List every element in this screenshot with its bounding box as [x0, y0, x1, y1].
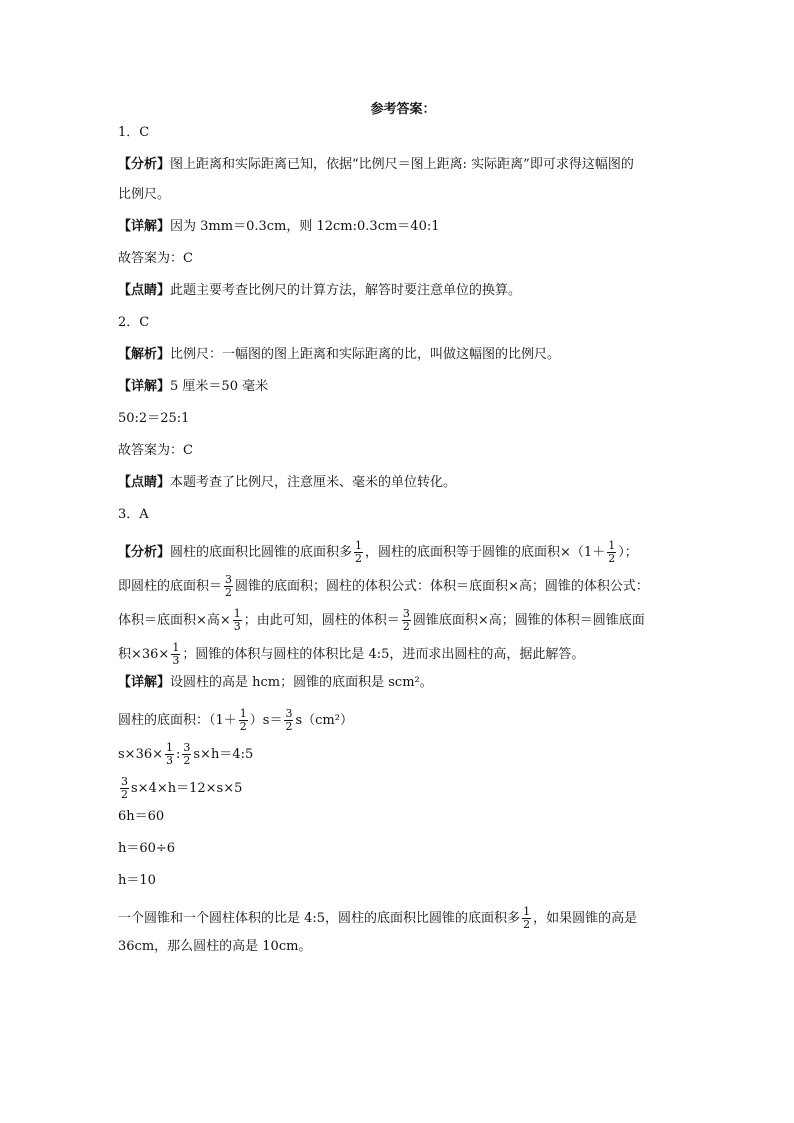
fraction-one-third	[171, 642, 180, 667]
q3-analysis-text: 圆柱的底面积比圆锥的底面积多	[170, 545, 353, 560]
q2-comment-text: 本题考查了比例尺，注意厘米、毫米的单位转化。	[170, 475, 457, 490]
q1-answer: 故答案为：C	[118, 251, 193, 266]
q2-detail-text: 5 厘米＝50 毫米	[170, 379, 269, 394]
fraction-denominator: 2	[121, 788, 128, 801]
q1-analysis-tag: 【分析】	[118, 157, 171, 172]
fraction-denominator: 3	[166, 754, 173, 767]
fraction-numerator: 3	[402, 607, 410, 620]
q3-eq2	[118, 740, 688, 770]
conclusion-text: ，如果圆锥的高是	[533, 911, 638, 926]
q2-analysis-tag: 【解析】	[118, 347, 171, 362]
fraction-numerator: 1	[608, 539, 616, 552]
fraction-one-half	[607, 540, 616, 565]
fraction-numerator: 3	[285, 707, 293, 720]
q1-comment	[118, 282, 688, 300]
q2-analysis-text: 比例尺：一幅图的图上距离和实际距离的比，叫做这幅图的比例尺。	[170, 347, 561, 362]
fraction-numerator: 1	[233, 607, 241, 620]
fraction-numerator: 1	[166, 741, 173, 754]
fraction-three-halves	[284, 708, 293, 733]
fraction-denominator: 2	[355, 552, 363, 565]
q1-detail-text: 因为 3mm＝0.3cm，则 12cm:0.3cm＝40:1	[170, 219, 440, 234]
q1-comment-tag: 【点睛】	[118, 283, 171, 298]
fraction-denominator: 2	[608, 552, 616, 565]
q3-conclusion-line2: 36cm，那么圆柱的高是 10cm。	[118, 939, 312, 954]
fraction-denominator: 2	[402, 620, 410, 633]
q3-analysis-text: 圆锥底面积×高；圆锥的体积＝圆锥底面	[412, 613, 645, 628]
q2-detail-tag: 【详解】	[118, 379, 171, 394]
q1-detail	[118, 218, 688, 236]
fraction-one-third	[233, 608, 242, 633]
q3-eq3	[118, 774, 688, 804]
conclusion-text: 一个圆锥和一个圆柱体积的比是 4:5，圆柱的底面积比圆锥的底面积多	[118, 911, 521, 926]
fraction-denominator: 2	[183, 754, 191, 767]
q2-detail	[118, 378, 688, 396]
q3-analysis-line4	[118, 640, 688, 670]
fraction-three-halves	[402, 608, 411, 633]
fraction-denominator: 3	[233, 620, 241, 633]
equation-text: 圆柱的底面积：（1＋	[118, 713, 237, 728]
q2-comment-tag: 【点睛】	[118, 475, 171, 490]
fraction-denominator: 3	[172, 654, 180, 667]
q3-analysis-tag: 【分析】	[118, 545, 171, 560]
equation-text: :	[176, 747, 181, 762]
q3-head: 3．A	[118, 507, 149, 522]
q3-eq4: 6h＝60	[118, 809, 165, 824]
q1-detail-tag: 【详解】	[118, 219, 171, 234]
fraction-one-half	[239, 708, 248, 733]
q2-calc: 50:2＝25:1	[118, 411, 190, 426]
q3-eq5: h＝60÷6	[118, 841, 176, 856]
fraction-one-half	[522, 906, 531, 931]
q3-analysis-text: ；圆锥的体积与圆柱的体积比是 4:5，进而求出圆柱的高，据此解答。	[182, 647, 585, 662]
fraction-numerator: 1	[355, 539, 363, 552]
equation-text: s×4×h＝12×s×5	[131, 781, 243, 796]
fraction-numerator: 3	[121, 775, 128, 788]
fraction-denominator: 2	[239, 720, 247, 733]
fraction-denominator: 2	[523, 918, 531, 931]
fraction-one-third	[165, 742, 174, 767]
fraction-denominator: 2	[225, 586, 233, 599]
fraction-numerator: 1	[172, 641, 180, 654]
q3-analysis-line2	[118, 572, 688, 602]
fraction-three-halves	[120, 776, 129, 801]
fraction-numerator: 1	[239, 707, 247, 720]
equation-text: s（cm²）	[295, 713, 353, 728]
q3-analysis-text: 即圆柱的底面积＝	[118, 579, 223, 594]
q3-eq6: h＝10	[118, 873, 156, 888]
q3-analysis-line3	[118, 606, 688, 636]
fraction-numerator: 3	[183, 741, 191, 754]
q2-comment	[118, 474, 688, 492]
q2-answer: 故答案为：C	[118, 443, 193, 458]
q3-detail	[118, 674, 688, 692]
answer-page	[118, 98, 688, 970]
q1-analysis-text: 图上距离和实际距离已知，依据“比例尺＝图上距离: 实际距离”即可求得这幅图的	[170, 157, 634, 172]
q3-detail-tag: 【详解】	[118, 675, 171, 690]
q3-analysis-text: 圆锥的底面积；圆柱的体积公式：体积＝底面积×高；圆锥的体积公式：	[235, 579, 649, 594]
q1-analysis-line1	[118, 156, 688, 174]
q2-head: 2．C	[118, 315, 150, 330]
q3-analysis-text: 体积＝底面积×高×	[118, 613, 231, 628]
q3-analysis-text: ；由此可知，圆柱的体积＝	[243, 613, 400, 628]
fraction-three-halves	[224, 574, 233, 599]
q3-conclusion-line1	[118, 904, 688, 934]
q3-analysis-text: ，圆柱的底面积等于圆锥的底面积×（1＋	[365, 545, 606, 560]
q2-analysis	[118, 346, 688, 364]
fraction-three-halves	[182, 742, 191, 767]
q1-analysis-line2: 比例尺。	[118, 187, 171, 202]
q3-eq1	[118, 706, 688, 736]
q3-analysis-line1	[118, 538, 688, 568]
fraction-numerator: 1	[523, 905, 531, 918]
q1-head: 1．C	[118, 125, 150, 140]
equation-text: s×36×	[118, 747, 163, 762]
q3-analysis-text: ）；	[618, 545, 638, 560]
fraction-denominator: 2	[285, 720, 293, 733]
q3-detail-text: 设圆柱的高是 hcm；圆锥的底面积是 scm²。	[170, 675, 433, 690]
page-title: 参考答案：	[370, 102, 436, 117]
equation-text: ）s＝	[249, 713, 283, 728]
fraction-one-half	[354, 540, 363, 565]
equation-text: s×h＝4:5	[193, 747, 254, 762]
q1-comment-text: 此题主要考查比例尺的计算方法，解答时要注意单位的换算。	[170, 283, 522, 298]
q3-analysis-text: 积×36×	[118, 647, 170, 662]
fraction-numerator: 3	[225, 573, 233, 586]
